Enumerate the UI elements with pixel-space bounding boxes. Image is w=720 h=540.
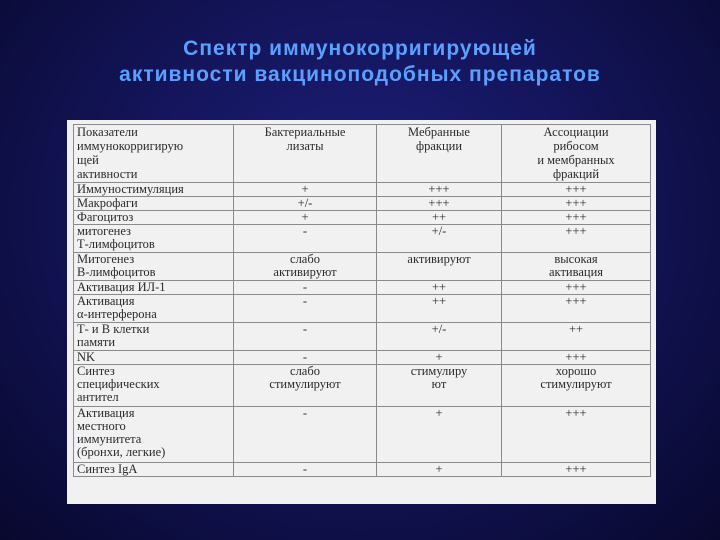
table-row bbox=[74, 183, 651, 197]
table-row bbox=[74, 463, 651, 477]
cell-ribosome-associations: +++ bbox=[502, 281, 651, 295]
row-label: Активация ИЛ-1 bbox=[74, 281, 234, 295]
immunocorrective-activity-table bbox=[73, 124, 651, 477]
row-label: NK bbox=[74, 351, 234, 365]
cell-bacterial-lysates: - bbox=[234, 323, 377, 351]
cell-membrane-fractions: + bbox=[377, 407, 502, 463]
cell-bacterial-lysates: слабо активируют bbox=[234, 253, 377, 281]
row-label: Синтез специфических антител bbox=[74, 365, 234, 407]
table-row bbox=[74, 211, 651, 225]
cell-bacterial-lysates: - bbox=[234, 463, 377, 477]
table-row bbox=[74, 323, 651, 351]
cell-membrane-fractions: активируют bbox=[377, 253, 502, 281]
table-row bbox=[74, 225, 651, 253]
slide-title-line-1: Спектр иммунокорригирующей bbox=[183, 37, 537, 60]
cell-ribosome-associations: +++ bbox=[502, 211, 651, 225]
cell-membrane-fractions: ++ bbox=[377, 211, 502, 225]
cell-membrane-fractions: + bbox=[377, 351, 502, 365]
row-label: митогенез Т-лимфоцитов bbox=[74, 225, 234, 253]
cell-bacterial-lysates: + bbox=[234, 183, 377, 197]
cell-membrane-fractions: +++ bbox=[377, 197, 502, 211]
cell-ribosome-associations: ++ bbox=[502, 323, 651, 351]
cell-ribosome-associations: +++ bbox=[502, 197, 651, 211]
cell-bacterial-lysates: +/- bbox=[234, 197, 377, 211]
cell-ribosome-associations: хорошо стимулируют bbox=[502, 365, 651, 407]
table-row bbox=[74, 295, 651, 323]
cell-bacterial-lysates: слабо стимулируют bbox=[234, 365, 377, 407]
cell-ribosome-associations: +++ bbox=[502, 407, 651, 463]
table-row bbox=[74, 281, 651, 295]
cell-membrane-fractions: ++ bbox=[377, 281, 502, 295]
header-cell-bacterial-lysates: Бактериальные лизаты bbox=[234, 125, 377, 183]
row-label: Т- и В клетки памяти bbox=[74, 323, 234, 351]
header-cell-indicators: Показатели иммунокорригирую щей активности bbox=[74, 125, 234, 183]
row-label: Активация α-интерферона bbox=[74, 295, 234, 323]
header-cell-ribosome-associations: Ассоциации рибосом и мембранных фракций bbox=[502, 125, 651, 183]
cell-ribosome-associations: +++ bbox=[502, 295, 651, 323]
row-label: Активация местного иммунитета (бронхи, легкие) bbox=[74, 407, 234, 463]
row-label: Митогенез В-лимфоцитов bbox=[74, 253, 234, 281]
cell-bacterial-lysates: - bbox=[234, 407, 377, 463]
cell-ribosome-associations: +++ bbox=[502, 351, 651, 365]
cell-bacterial-lysates: - bbox=[234, 295, 377, 323]
cell-membrane-fractions: +/- bbox=[377, 225, 502, 253]
slide-title-line-2: активности вакциноподобных препаратов bbox=[119, 63, 601, 86]
cell-bacterial-lysates: - bbox=[234, 351, 377, 365]
cell-ribosome-associations: +++ bbox=[502, 183, 651, 197]
row-label: Фагоцитоз bbox=[74, 211, 234, 225]
cell-ribosome-associations: +++ bbox=[502, 225, 651, 253]
row-label: Иммуностимуляция bbox=[74, 183, 234, 197]
cell-membrane-fractions: + bbox=[377, 463, 502, 477]
table-row bbox=[74, 351, 651, 365]
row-label: Синтез IgA bbox=[74, 463, 234, 477]
cell-ribosome-associations: +++ bbox=[502, 463, 651, 477]
cell-membrane-fractions: стимулиру ют bbox=[377, 365, 502, 407]
slide-title bbox=[0, 36, 720, 88]
cell-bacterial-lysates: - bbox=[234, 225, 377, 253]
row-label: Макрофаги bbox=[74, 197, 234, 211]
table-scan bbox=[67, 120, 656, 504]
cell-membrane-fractions: +/- bbox=[377, 323, 502, 351]
table-row bbox=[74, 365, 651, 407]
table-row bbox=[74, 197, 651, 211]
cell-bacterial-lysates: - bbox=[234, 281, 377, 295]
table-row bbox=[74, 253, 651, 281]
cell-ribosome-associations: высокая активация bbox=[502, 253, 651, 281]
table-header-row bbox=[74, 125, 651, 183]
cell-bacterial-lysates: + bbox=[234, 211, 377, 225]
table-row bbox=[74, 407, 651, 463]
cell-membrane-fractions: +++ bbox=[377, 183, 502, 197]
header-cell-membrane-fractions: Мебранные фракции bbox=[377, 125, 502, 183]
cell-membrane-fractions: ++ bbox=[377, 295, 502, 323]
